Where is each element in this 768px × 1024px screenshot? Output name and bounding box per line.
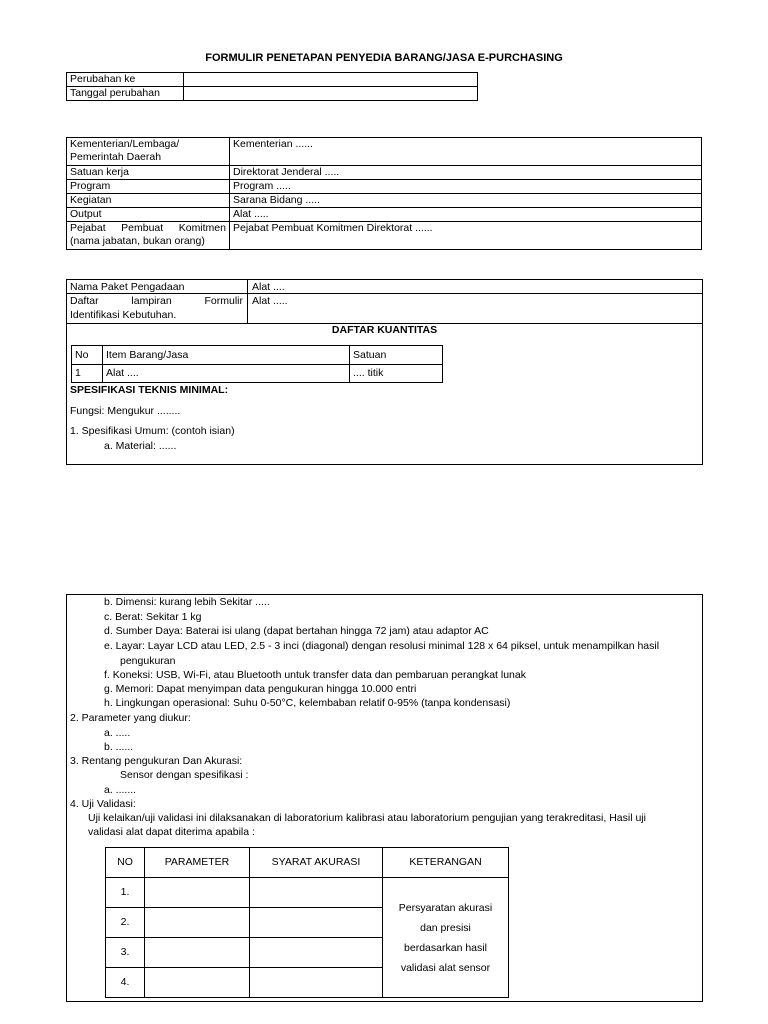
validation-no: 2. bbox=[106, 908, 145, 938]
continuation-box bbox=[66, 594, 703, 1002]
spec-heading: SPESIFIKASI TEKNIS MINIMAL: bbox=[70, 384, 229, 396]
work-unit-value: Direktorat Jenderal ..... bbox=[230, 166, 702, 180]
validation-parameter-cell[interactable] bbox=[145, 938, 250, 968]
spec-item-e-cont: pengukuran bbox=[120, 655, 176, 667]
ministry-value: Kementerian ...... bbox=[230, 138, 702, 166]
spec-item-c: c. Berat: Sekitar 1 kg bbox=[104, 611, 202, 623]
attachment-label-line1: Daftar lampiran Formulir bbox=[70, 295, 243, 307]
validation-table bbox=[105, 847, 509, 998]
spec-item-h: h. Lingkungan operasional: Suhu 0-50°C, kelembaban relatif 0-95% (tanpa kondensasi) bbox=[104, 697, 511, 709]
qty-header-unit: Satuan bbox=[350, 346, 443, 365]
material-line: a. Material: ...... bbox=[104, 440, 177, 452]
program-label: Program bbox=[67, 180, 230, 194]
spec-item-f: f. Koneksi: USB, Wi-Fi, atau Bluetooth untuk transfer data dan pembaruan perangkat lunak bbox=[104, 669, 526, 681]
table-row bbox=[67, 166, 702, 180]
table-row bbox=[106, 878, 509, 908]
validation-accuracy-cell[interactable] bbox=[250, 968, 383, 998]
change-date-value[interactable] bbox=[184, 87, 478, 101]
validation-accuracy-cell[interactable] bbox=[250, 938, 383, 968]
parameter-a: a. ..... bbox=[104, 727, 131, 739]
validation-no: 4. bbox=[106, 968, 145, 998]
qty-cell-unit: .... titik bbox=[350, 365, 443, 383]
ministry-label: Kementerian/Lembaga/ Pemerintah Daerah bbox=[67, 138, 230, 166]
table-row bbox=[67, 194, 702, 208]
ppk-label bbox=[67, 222, 230, 250]
page-title: FORMULIR PENETAPAN PENYEDIA BARANG/JASA E-PURCHASING bbox=[205, 52, 563, 64]
validation-accuracy-cell[interactable] bbox=[250, 908, 383, 938]
spec-item-g: g. Memori: Dapat menyimpan data pengukuran hingga 10.000 entri bbox=[104, 683, 417, 695]
validation-accuracy-cell[interactable] bbox=[250, 878, 383, 908]
table-row bbox=[67, 87, 478, 101]
validation-note-line: berdasarkan hasil bbox=[404, 941, 487, 954]
validation-note bbox=[383, 878, 509, 998]
qty-cell-no: 1 bbox=[72, 365, 103, 383]
change-value[interactable] bbox=[184, 73, 478, 87]
validation-header-no: NO bbox=[106, 848, 145, 878]
attachment-label-line2: Identifikasi Kebutuhan. bbox=[70, 309, 177, 321]
validation-header-parameter: PARAMETER bbox=[145, 848, 250, 878]
function-line: Fungsi: Mengukur ........ bbox=[70, 405, 181, 417]
qty-cell-item: Alat .... bbox=[103, 365, 350, 383]
sensor-spec-line: Sensor dengan spesifikasi : bbox=[120, 769, 249, 781]
change-label: Perubahan ke bbox=[67, 73, 184, 87]
table-row bbox=[67, 138, 702, 166]
validation-heading: 4. Uji Validasi: bbox=[70, 798, 136, 810]
validation-no: 3. bbox=[106, 938, 145, 968]
info-table bbox=[66, 137, 702, 250]
validation-note-line: Persyaratan akurasi bbox=[398, 901, 493, 914]
range-heading: 3. Rentang pengukuran Dan Akurasi: bbox=[70, 755, 243, 767]
program-value: Program ..... bbox=[230, 180, 702, 194]
spec-item-b: b. Dimensi: kurang lebih Sekitar ..... bbox=[104, 596, 270, 608]
validation-note-line: validasi alat sensor bbox=[400, 961, 491, 974]
parameter-b: b. ...... bbox=[104, 741, 134, 753]
validation-parameter-cell[interactable] bbox=[145, 908, 250, 938]
validation-text-2: validasi alat dapat diterima apabila : bbox=[88, 826, 255, 838]
package-box bbox=[66, 279, 703, 465]
validation-note-line: dan presisi bbox=[420, 921, 471, 934]
range-a: a. ....... bbox=[104, 784, 137, 796]
quantity-table bbox=[71, 345, 443, 383]
activity-value: Sarana Bidang ..... bbox=[230, 194, 702, 208]
validation-text-1: Uji kelaikan/uji validasi ini dilaksanakan di laboratorium kalibrasi atau laboratorium pengujian yang terakreditasi, Hasil uji bbox=[88, 812, 646, 824]
output-label: Output bbox=[67, 208, 230, 222]
work-unit-label: Satuan kerja bbox=[67, 166, 230, 180]
quantity-heading: DAFTAR KUANTITAS bbox=[331, 324, 438, 336]
package-name-value: Alat .... bbox=[252, 281, 285, 293]
attachment-value: Alat ..... bbox=[252, 295, 288, 307]
validation-parameter-cell[interactable] bbox=[145, 968, 250, 998]
output-value: Alat ..... bbox=[230, 208, 702, 222]
validation-header-note: KETERANGAN bbox=[383, 848, 509, 878]
ppk-label-line2: (nama jabatan, bukan orang) bbox=[70, 235, 205, 247]
general-spec-line: 1. Spesifikasi Umum: (contoh isian) bbox=[70, 425, 235, 437]
spec-item-e: e. Layar: Layar LCD atau LED, 2.5 - 3 inci (diagonal) dengan resolusi minimal 128 x 64 piksel, untuk menampilkan hasil bbox=[104, 640, 660, 652]
change-table bbox=[66, 72, 478, 101]
table-row bbox=[67, 180, 702, 194]
parameter-heading: 2. Parameter yang diukur: bbox=[70, 712, 191, 724]
qty-header-item: Item Barang/Jasa bbox=[103, 346, 350, 365]
ppk-value: Pejabat Pembuat Komitmen Direktorat ...... bbox=[230, 222, 702, 250]
table-row bbox=[106, 848, 509, 878]
change-date-label: Tanggal perubahan bbox=[67, 87, 184, 101]
table-row bbox=[72, 346, 443, 365]
table-row bbox=[67, 73, 478, 87]
validation-parameter-cell[interactable] bbox=[145, 878, 250, 908]
validation-header-accuracy: SYARAT AKURASI bbox=[250, 848, 383, 878]
column-divider bbox=[247, 280, 248, 323]
package-name-label: Nama Paket Pengadaan bbox=[70, 281, 185, 293]
ppk-label-line1: Pejabat Pembuat Komitmen bbox=[70, 222, 226, 234]
table-row bbox=[67, 222, 702, 250]
spec-item-d: d. Sumber Daya: Baterai isi ulang (dapat bertahan hingga 72 jam) atau adaptor AC bbox=[104, 625, 489, 637]
table-row bbox=[67, 208, 702, 222]
qty-header-no: No bbox=[72, 346, 103, 365]
activity-label: Kegiatan bbox=[67, 194, 230, 208]
validation-no: 1. bbox=[106, 878, 145, 908]
table-row bbox=[72, 365, 443, 383]
